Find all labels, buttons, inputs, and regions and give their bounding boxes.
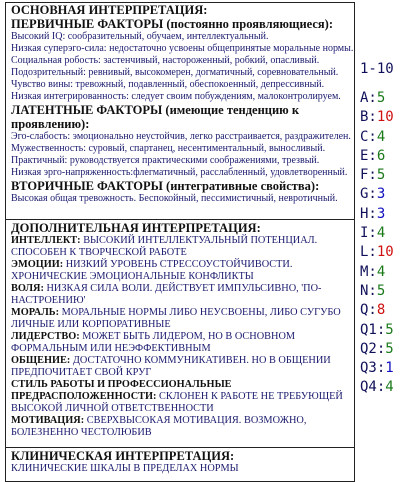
factor-value: 6 (376, 147, 386, 164)
score-row (360, 378, 412, 397)
factor-label: H: (360, 205, 377, 222)
additional-item-intellect (11, 235, 351, 259)
additional-item-text: ВЫСОКИЙ ИНТЕЛЛЕКТУАЛЬНЫЙ ПОТЕНЦИАЛ. СПОСОБЕН К ТВОРЧЕСКОЙ РАБОТЕ (11, 235, 318, 258)
primary-factor-line: Чувство вины: тревожный, подавленный, обеспокоенный, депрессивный. (11, 79, 325, 90)
factor-label: Q2: (360, 340, 386, 357)
factor-value: 10 (376, 109, 394, 126)
factor-value: 5 (376, 167, 386, 184)
score-row (360, 340, 412, 359)
additional-item-text: СКЛОНЕН К РАБОТЕ НЕ ТРЕБУЮЩЕЙ ВЫСОКОЙ ЛИЧНОЙ ОТВЕТСТВЕННОСТИ (11, 391, 343, 414)
factor-value: 5 (376, 282, 386, 299)
latent-factors-list (11, 131, 351, 179)
latent-factor-line: Мужественность: суровый, спартанец, несентиментальный, выносливый. (11, 143, 326, 154)
score-row (360, 166, 412, 185)
latent-factor-line: Эго-слабость: эмоционально неустойчив, легко расстраивается, раздражителен. (11, 131, 351, 142)
additional-item-label: ЛИДЕРСТВО: (11, 331, 80, 342)
factor-label: Q1: (360, 321, 386, 338)
factor-value: 10 (376, 244, 394, 261)
factor-label: A: (360, 90, 377, 106)
factor-label: I: (360, 225, 377, 242)
factor-value: 4 (376, 128, 386, 145)
factor-value: 3 (376, 186, 386, 203)
score-row (360, 359, 412, 378)
factor-label: F: (360, 167, 377, 184)
score-row (360, 147, 412, 166)
primary-factors-heading: ПЕРВИЧНЫЕ ФАКТОРЫ (постоянно проявляющиеся): (11, 17, 333, 31)
score-row (360, 301, 412, 320)
additional-item-label: СТИЛЬ РАБОТЫ И ПРОФЕССИОНАЛЬНЫЕ ПРЕДРАСПОЛОЖЕННОСТИ: (11, 379, 232, 402)
additional-item-leadership (11, 331, 351, 355)
clinical-interpretation-title: КЛИНИЧЕСКАЯ ИНТЕРПРЕТАЦИЯ: (11, 449, 235, 463)
additional-item-emotions (11, 259, 351, 283)
factor-value: 1 (385, 360, 394, 377)
additional-item-label: МОТИВАЦИЯ: (11, 415, 85, 426)
factor-label: L: (360, 244, 377, 261)
score-row (360, 224, 412, 243)
latent-factor-line: Низкая эрго-напряженность:флегматичный, расслабленный, удовлетворенный. (11, 167, 348, 178)
factor-value: 5 (385, 340, 394, 357)
score-row (360, 263, 412, 282)
score-row (360, 282, 412, 301)
additional-item-text: НИЗКАЯ СИЛА ВОЛИ. ДЕЙСТВУЕТ ИМПУЛЬСИВНО, 'ПО-НАСТРОЕНИЮ' (11, 283, 322, 306)
additional-item-work-style (11, 379, 351, 415)
factor-label: Q3: (360, 360, 386, 377)
additional-item-label: ИНТЕЛЛЕКТ: (11, 235, 81, 246)
primary-factor-line: Социальная робость: застенчивый, настороженный, робкий, опасливый. (11, 55, 320, 66)
clinical-interpretation-text: КЛИНИЧЕСКИЕ ШКАЛЫ В ПРЕДЕЛАХ НОРМЫ (11, 463, 239, 474)
additional-item-text: ДОСТАТОЧНО КОММУНИКАТИВЕН. НО В ОБЩЕНИИ ПРЕДПОЧИТАЕТ СВОЙ КРУГ (11, 355, 331, 378)
factor-value: 4 (385, 379, 394, 396)
basic-interpretation-section (6, 3, 354, 220)
additional-item-label: ВОЛЯ: (11, 283, 44, 294)
additional-item-motivation (11, 415, 351, 439)
latent-factor-line: Практичный: руководствуется практическими соображениями, трезвый. (11, 155, 320, 166)
factor-value: 5 (376, 90, 386, 106)
secondary-factor-line: Высокая общая тревожность. Беспокойный, пессимистичный, невротичный. (11, 193, 338, 204)
factor-value: 3 (376, 205, 386, 222)
score-range-label: 1-10 (360, 61, 394, 77)
score-row (360, 89, 412, 108)
factor-value: 4 (376, 225, 386, 242)
score-row (360, 205, 412, 224)
factor-label: E: (360, 147, 377, 164)
latent-factors-heading: ЛАТЕНТНЫЕ ФАКТОРЫ (имеющие тенденцию к проявлению): (11, 103, 300, 131)
additional-interpretation-section (6, 220, 354, 448)
primary-factor-line: Низкая суперэго-сила: недостаточно усвоены общепринятые моральные нормы. (11, 43, 354, 54)
basic-interpretation-title: ОСНОВНАЯ ИНТЕРПРЕТАЦИЯ: (11, 3, 208, 17)
additional-item-label: МОРАЛЬ: (11, 307, 60, 318)
score-row (360, 108, 412, 127)
factor-value: 4 (376, 263, 386, 280)
factor-value: 5 (385, 321, 394, 338)
score-row (360, 128, 412, 147)
factor-label: G: (360, 186, 377, 203)
factor-scores-list (360, 89, 412, 398)
factor-label: C: (360, 128, 377, 145)
additional-item-text: МОРАЛЬНЫЕ НОРМЫ ЛИБО НЕУСВОЕНЫ, ЛИБО СУГУБО ЛИЧНЫЕ ИЛИ КОРПОРАТИВНЫЕ (11, 307, 341, 330)
factor-value: 8 (376, 302, 386, 319)
additional-item-label: ЭМОЦИИ: (11, 259, 64, 270)
additional-item-communication (11, 355, 351, 379)
additional-item-morality (11, 307, 351, 331)
clinical-interpretation-section (6, 448, 354, 482)
factor-label: B: (360, 109, 377, 126)
primary-factors-list (11, 31, 354, 103)
primary-factor-line: Подозрительный: ревнивый, высокомерен, догматичный, соревновательный. (11, 67, 339, 78)
score-row (360, 185, 412, 204)
factor-label: Q: (360, 302, 377, 319)
score-row (360, 243, 412, 262)
primary-factor-line: Низкая интегрированность: следует своим побуждениям, малоконтролируем. (11, 91, 341, 102)
additional-item-will (11, 283, 351, 307)
interpretation-panel (5, 2, 355, 482)
primary-factor-line: Высокий IQ: сообразительный, обучаем, интеллектуальный. (11, 31, 269, 42)
additional-item-text: НИЗКИЙ УРОВЕНЬ СТРЕССОУСТОЙЧИВОСТИ. ХРОНИЧЕСКИЕ ЭМОЦИОНАЛЬНЫЕ КОНФЛИКТЫ (11, 259, 293, 282)
additional-item-text: СВЕРХВЫСОКАЯ МОТИВАЦИЯ. ВОЗМОЖНО, БОЛЕЗНЕННО ЧЕСТОЛЮБИВ (11, 415, 307, 438)
factor-label: N: (360, 282, 377, 299)
secondary-factors-heading: ВТОРИЧНЫЕ ФАКТОРЫ (интегративные свойства): (11, 179, 320, 193)
additional-item-text: МОЖЕТ БЫТЬ ЛИДЕРОМ, НО В ОСНОВНОМ ФОРМАЛЬНЫМ ИЛИ НЕЭФФЕКТИВНЫМ (11, 331, 296, 354)
additional-item-label: ОБЩЕНИЕ: (11, 355, 71, 366)
factor-label: Q4: (360, 379, 386, 396)
factor-label: M: (360, 263, 377, 280)
factor-scores-column (360, 60, 412, 398)
additional-interpretation-title: ДОПОЛНИТЕЛЬНАЯ ИНТЕРПРЕТАЦИЯ: (11, 221, 261, 235)
score-row (360, 321, 412, 340)
